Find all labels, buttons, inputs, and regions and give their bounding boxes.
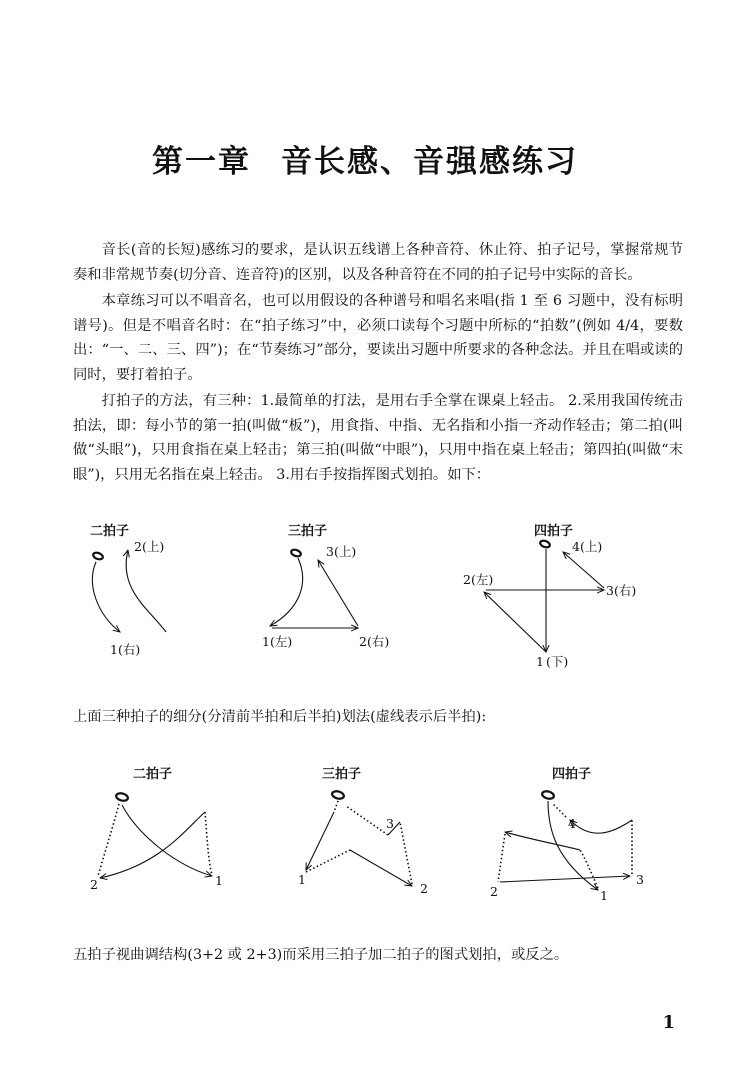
four-beat-3: 3(右) [606, 583, 637, 598]
four-dot-1 [580, 850, 598, 888]
two-dot-left [98, 804, 119, 876]
four-beat-1-dir: (下) [546, 654, 569, 669]
three-solid-2 [350, 850, 412, 886]
paragraph-3: 打拍子的方法，有三种：1.最简单的打法，是用右手全掌在课桌上轻击。 2.采用我国传统击拍法，即：每小节的第一拍(叫做“板”)，用食指、中指、无名指和小指一齐动作轻击；第二拍(叫做“头眼”)，只用食指在桌上轻击；第三拍(叫做“中眼”)，只用中指在桌上轻击；第四拍(叫做“末眼”)，只用无名指在桌上轻击。 3.用右手按指挥图式划拍。如下： [73, 393, 683, 483]
subdivision-text: 上面三种拍子的细分(分清前半拍和后半拍)划法(虚线表示后半拍): [73, 709, 487, 725]
two-sub-1: 1 [215, 873, 223, 888]
two-dot-right [205, 812, 212, 875]
four-solid-1 [548, 801, 598, 890]
four-beat-2: 2(左) [463, 572, 494, 587]
four-beat-label: 四拍子 [534, 524, 574, 539]
two-sub-label: 二拍子 [133, 767, 173, 782]
three-dot-3 [346, 806, 388, 835]
two-beat-1: 1(右) [110, 642, 141, 657]
three-sub-1: 1 [298, 872, 306, 887]
paragraph-2: 本章练习可以不唱音名，也可以用假设的各种谱号和唱名来唱(指 1 至 6 习题中，没有标明谱号)。但是不唱音名时：在“拍子练习”中，必须口读每个习题中所标的“拍数”(例如 4/4，要数出：“一、二、三、四”)；在“节奏练习”部分，要读出习题中所要求的各种念法。并且在唱或读的同时，要打着拍子。 [73, 293, 683, 383]
three-beat-subdivision [298, 766, 428, 896]
three-beat-label: 三拍子 [288, 524, 328, 539]
four-sub-2: 2 [490, 884, 498, 899]
three-sub-label: 三拍子 [322, 767, 362, 782]
four-sub-4: 4 [568, 816, 576, 831]
four-solid-4 [570, 820, 632, 833]
closing-text: 五拍子视曲调结构(3+2 或 2+3)而采用三拍子加二拍子的图式划拍，或反之。 [73, 947, 569, 963]
three-sub-2: 2 [420, 881, 428, 896]
two-beat-label: 二拍子 [90, 524, 130, 539]
four-sub-3: 3 [636, 872, 644, 887]
three-beat-3: 3(上) [326, 544, 357, 559]
three-dot-top [334, 801, 338, 812]
two-sub-2: 2 [90, 877, 98, 892]
four-solid-2 [505, 832, 580, 850]
four-beat-4: 4(上) [572, 539, 603, 554]
three-sub-3: 3 [386, 816, 394, 831]
two-solid-2 [100, 812, 205, 878]
four-beat-subdivision [490, 766, 644, 903]
page-number: 1 [662, 1012, 675, 1033]
three-dot-2 [400, 822, 412, 884]
two-beat-subdivision [90, 766, 223, 892]
four-beat-1: 1 [536, 654, 544, 669]
three-dot-1 [306, 850, 350, 872]
four-solid-3 [500, 876, 630, 882]
three-solid-1 [306, 812, 334, 870]
three-beat-2: 2(右) [359, 634, 390, 649]
three-beat-1: 1(左) [262, 634, 293, 649]
two-solid-1 [122, 805, 212, 876]
chapter-number: 第一章 [152, 144, 251, 180]
paragraph-1: 音长(音的长短)感练习的要求，是认识五线谱上各种音符、休止符、拍子记号，掌握常规节奏和非常规节奏(切分音、连音符)的区别，以及各种音符在不同的拍子记号中实际的音长。 [73, 242, 683, 283]
four-dot-2 [498, 834, 505, 882]
four-sub-label: 四拍子 [552, 767, 592, 782]
four-dot-4 [552, 803, 566, 817]
chapter-name: 音长感、音强感练习 [281, 144, 578, 180]
four-sub-1: 1 [600, 888, 608, 903]
two-beat-2: 2(上) [134, 539, 165, 554]
